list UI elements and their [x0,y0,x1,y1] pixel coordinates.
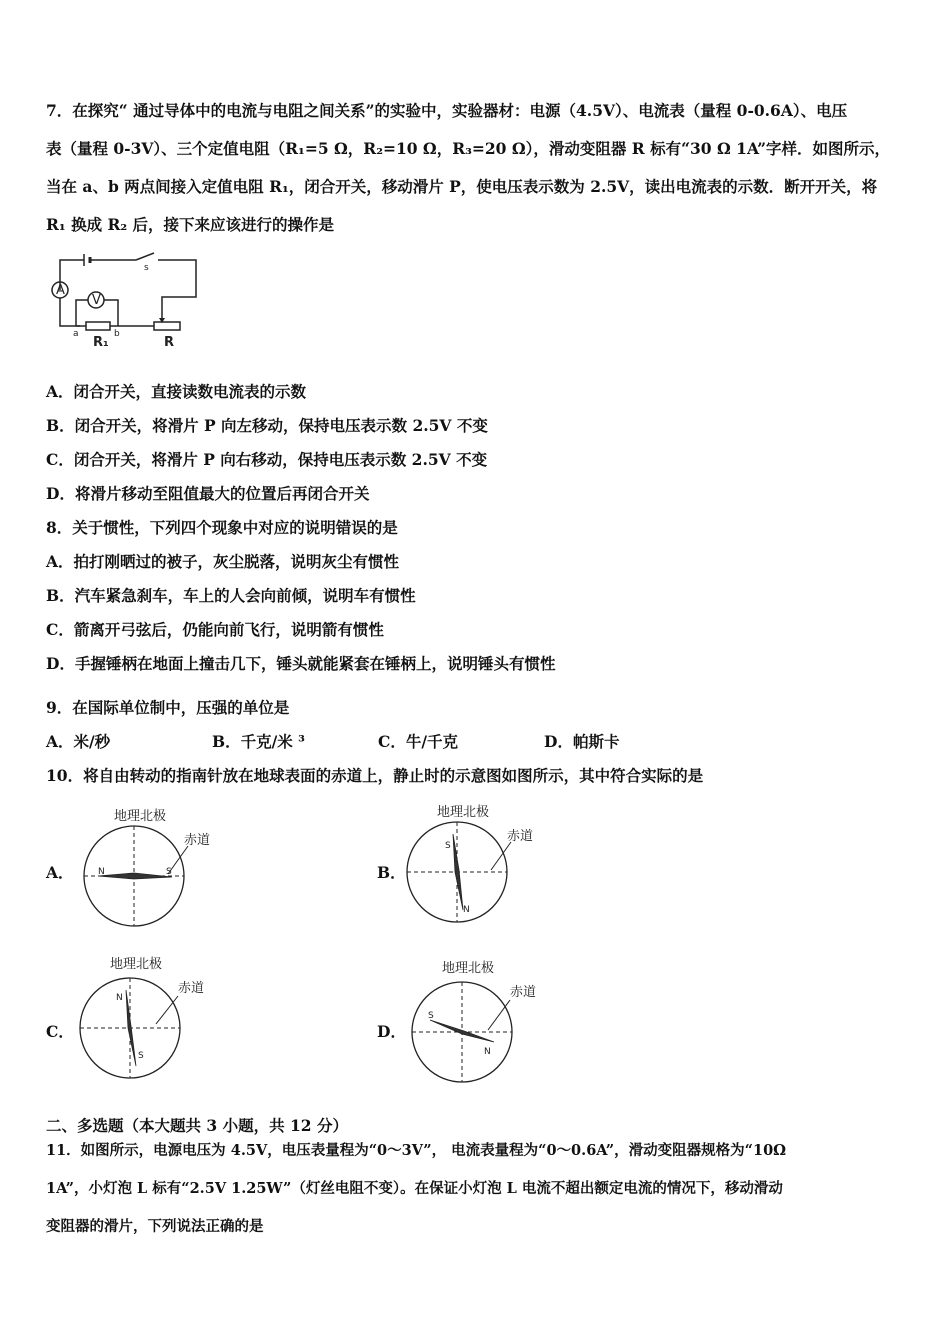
compass-figure-d [408,958,558,1088]
q7-option-b: B．闭合开关，将滑片 P 向左移动，保持电压表示数 2.5V 不变 [46,416,488,435]
north-pole-label: 地理北极 [114,809,167,824]
rheostat-label: R [164,335,175,350]
q7-line-2: 表（量程 0-3V）、三个定值电阻（R₁=5 Ω，R₂=10 Ω，R₃=20 Ω），滑动变阻器 R 标有“30 Ω 1A”字样．如图所示， [46,139,891,158]
q10-choice-a: A． [46,863,74,882]
q8-option-b: B．汽车紧急刹车，车上的人会向前倾，说明车有惯性 [46,586,416,605]
equator-label: 赤道 [507,829,534,844]
north-pole-label: 地理北极 [437,805,490,820]
circuit-diagram [46,252,206,352]
q7-line-3: 当在 a、b 两点间接入定值电阻 R₁，闭合开关，移动滑片 P，使电压表示数为 2.5V，读出电流表的示数．断开开关，将 [46,177,878,196]
resistor-r1-label: R₁ [93,335,109,350]
q10-stem: 10．将自由转动的指南针放在地球表面的赤道上，静止时的示意图如图所示，其中符合实际的是 [46,766,704,785]
q9-option-b: B．千克/米 ³ [212,732,305,751]
q8-option-a: A．拍打刚晒过的被子，灰尘脱落，说明灰尘有惯性 [46,552,400,571]
q8-stem: 8．关于惯性，下列四个现象中对应的说明错误的是 [46,518,398,537]
q7-option-c: C．闭合开关，将滑片 P 向右移动，保持电压表示数 2.5V 不变 [46,450,488,469]
q11-line-2: 1A”，小灯泡 L 标有“2.5V 1.25W”（灯丝电阻不变）。在保证小灯泡 L 电流不超出额定电流的情况下，移动滑动 [46,1180,783,1197]
needle-n-label: N [116,993,123,1003]
needle-s-label: S [166,867,172,877]
north-pole-label: 地理北极 [110,957,163,972]
section-heading: 二、多选题（本大题共 3 小题，共 12 分） [46,1116,348,1135]
needle-n-label: N [484,1047,491,1057]
north-pole-label: 地理北极 [442,961,495,976]
q7-option-a: A．闭合开关，直接读数电流表的示数 [46,382,307,401]
needle-s-label: S [428,1011,434,1021]
point-b-label: b [114,329,120,339]
switch-label: s [144,263,149,273]
equator-label: 赤道 [178,981,205,996]
q10-choice-b: B． [377,863,406,882]
ammeter-label: A [56,283,65,298]
q9-option-c: C．牛/千克 [378,732,458,751]
needle-n-label: N [463,905,470,915]
compass-figure-b [403,798,553,928]
compass-figure-c [76,954,226,1084]
q11-line-3: 变阻器的滑片，下列说法正确的是 [46,1218,264,1235]
q10-choice-d: D． [377,1022,406,1041]
needle-s-label: S [138,1051,144,1061]
equator-label: 赤道 [510,985,537,1000]
q7-line-1: 7．在探究“ 通过导体中的电流与电阻之间关系”的实验中，实验器材：电源（4.5V）、电流表（量程 0-0.6A）、电压 [46,101,848,120]
q9-stem: 9．在国际单位制中，压强的单位是 [46,698,290,717]
q9-option-a: A．米/秒 [46,732,111,751]
needle-s-label: S [445,841,451,851]
q10-choice-c: C． [46,1022,74,1041]
q7-line-4: R₁ 换成 R₂ 后，接下来应该进行的操作是 [46,215,335,234]
q9-option-d: D．帕斯卡 [544,732,620,751]
q8-option-c: C．箭离开弓弦后，仍能向前飞行，说明箭有惯性 [46,620,384,639]
point-a-label: a [73,329,79,339]
needle-n-label: N [98,867,105,877]
equator-label: 赤道 [184,833,211,848]
q7-option-d: D．将滑片移动至阻值最大的位置后再闭合开关 [46,484,370,503]
q8-option-d: D．手握锤柄在地面上撞击几下，锤头就能紧套在锤柄上，说明锤头有惯性 [46,654,556,673]
voltmeter-label: V [92,293,101,308]
compass-figure-a [80,802,230,932]
q11-line-1: 11．如图所示，电源电压为 4.5V，电压表量程为“0～3V”， 电流表量程为“0～0.6A”，滑动变阻器规格为“10Ω [46,1142,787,1159]
